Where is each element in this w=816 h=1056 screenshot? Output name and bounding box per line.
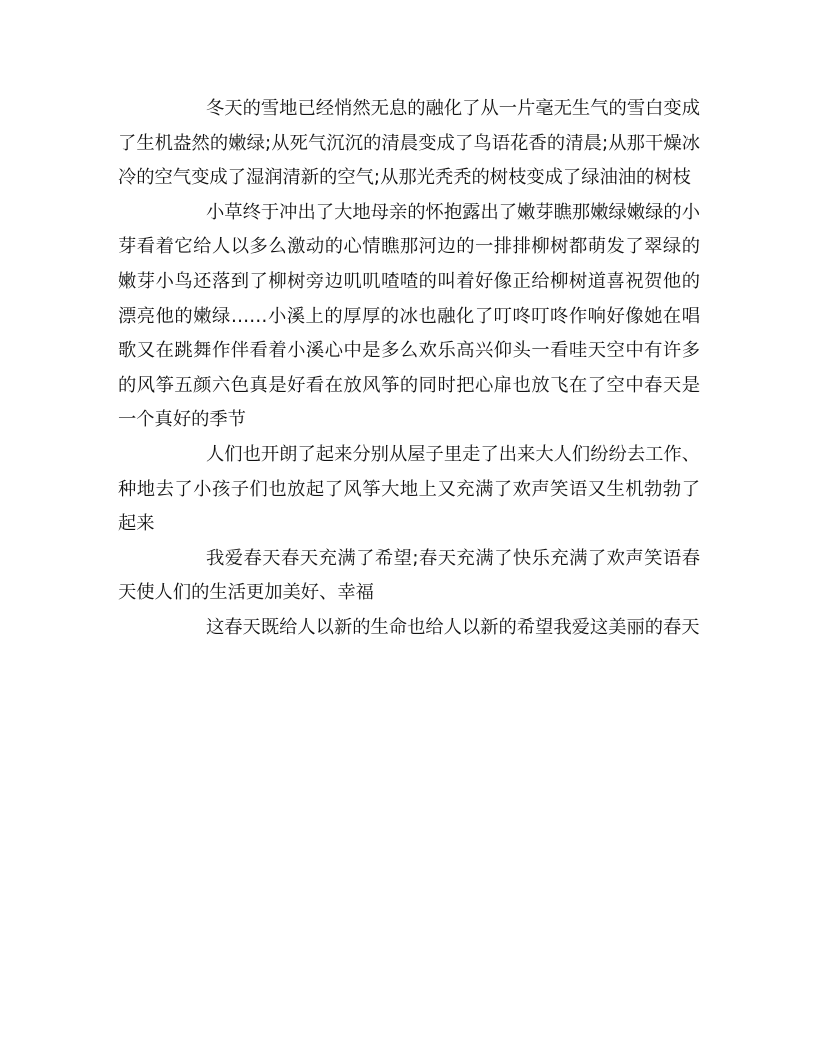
- document-body: [118, 92, 700, 646]
- paragraph-5: 这春天既给人以新的生命也给人以新的希望我爱这美丽的春天: [206, 616, 700, 638]
- paragraph-3: 人们也开朗了起来分别从屋子里走了出来大人们纷纷去工作、种地去了小孩子们也放起了风筝大地上又充满了欢声笑语又生机勃勃了起来: [118, 443, 700, 535]
- paragraph-1: 冬天的雪地已经悄然无息的融化了从一片毫无生气的雪白变成了生机盎然的嫩绿;从死气沉沉的清晨变成了鸟语花香的清晨;从那干燥冰冷的空气变成了湿润清新的空气;从那光秃秃的树枝变成了绿油油的树枝: [118, 98, 700, 189]
- paragraph-4: 我爱春天春天充满了希望;春天充满了快乐充满了欢声笑语春天使人们的生活更加美好、幸福: [118, 547, 700, 604]
- paragraph-2: 小草终于冲出了大地母亲的怀抱露出了嫩芽瞧那嫩绿嫩绿的小芽看着它给人以多么激动的心情瞧那河边的一排排柳树都萌发了翠绿的嫩芽小鸟还落到了柳树旁边叽叽喳喳的叫着好像正给柳树道喜祝贺他的漂亮他的嫩绿……小溪上的厚厚的冰也融化了叮咚叮咚作响好像她在唱歌又在跳舞作伴看着小溪心中是多么欢乐高兴仰头一看哇天空中有许多的风筝五颜六色真是好看在放风筝的同时把心扉也放飞在了空中春天是一个真好的季节: [118, 201, 700, 431]
